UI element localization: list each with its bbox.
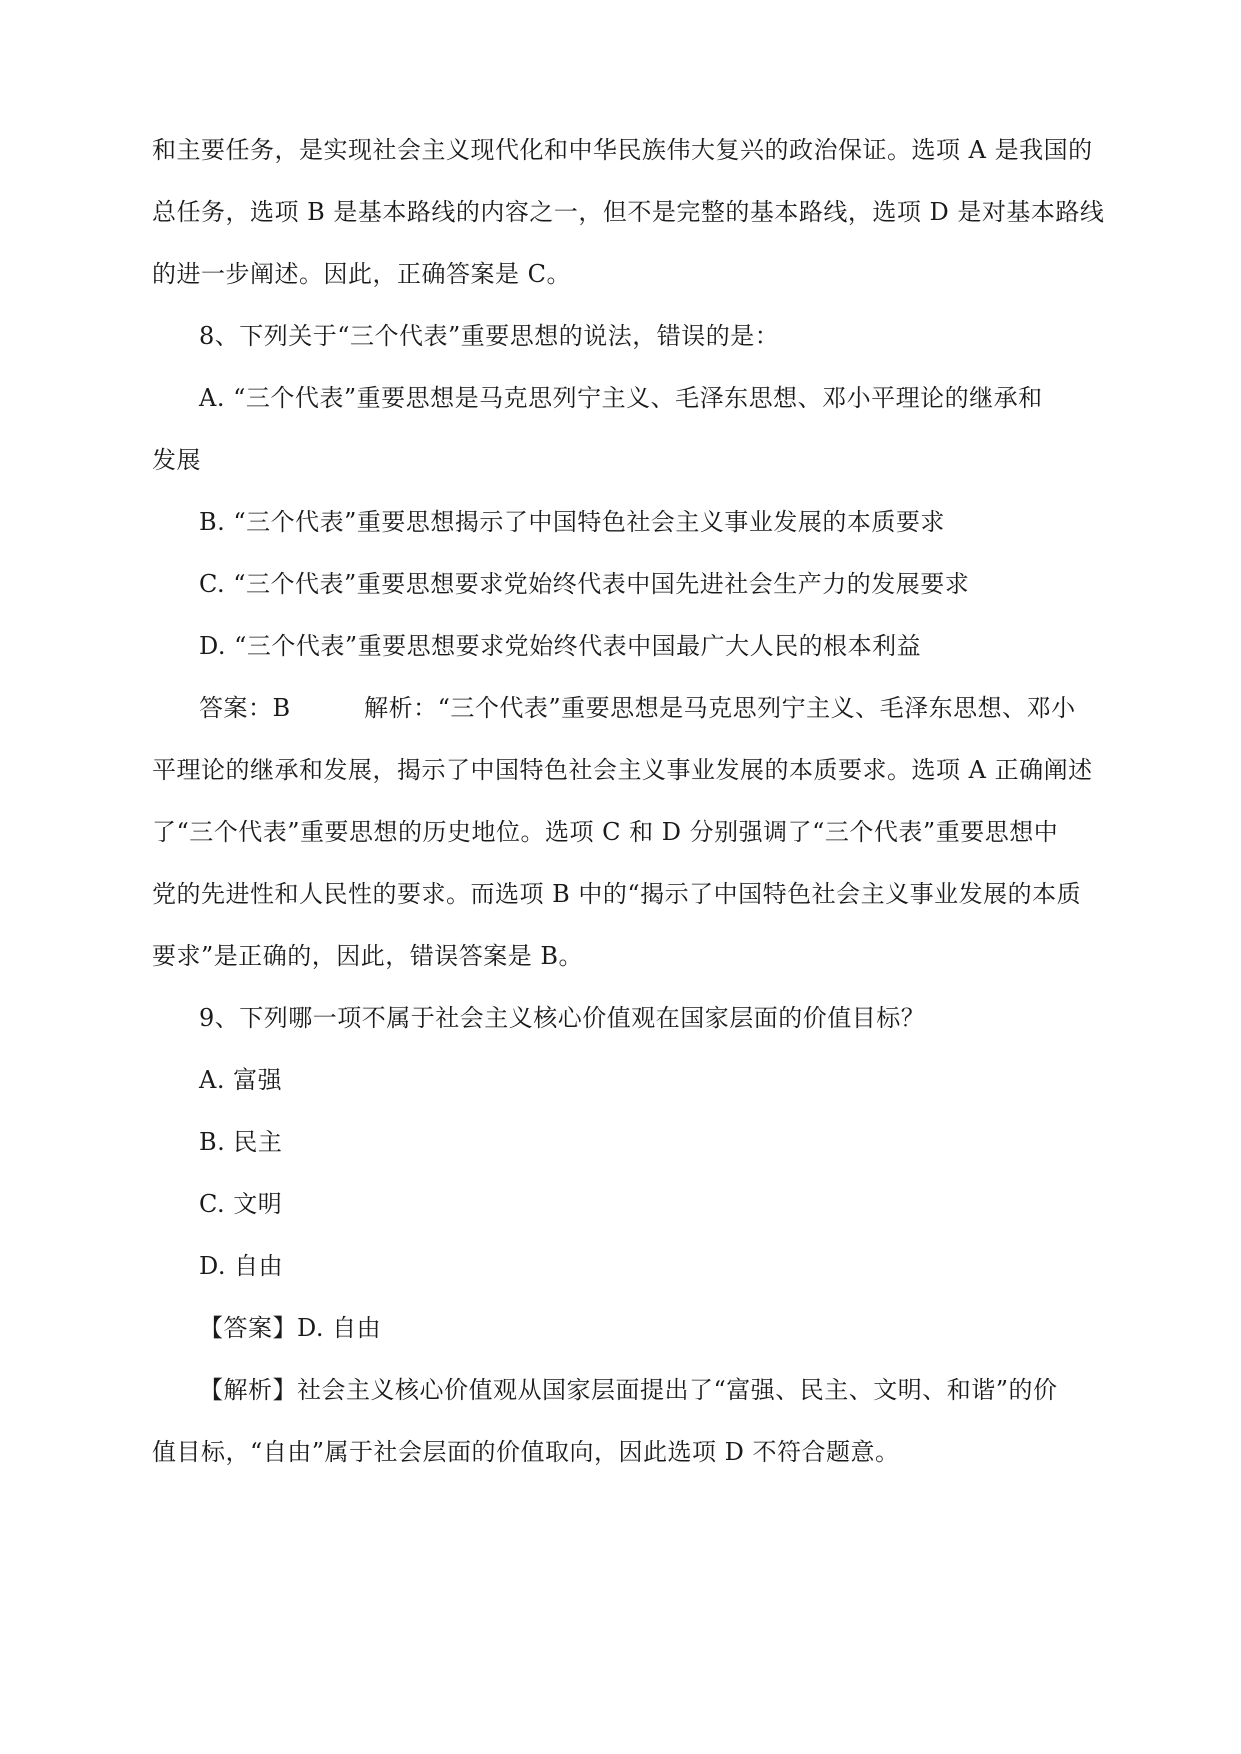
question-8-option-d: D. “三个代表”重要思想要求党始终代表中国最广大人民的根本利益: [199, 632, 922, 660]
question-8-stem: 8、下列关于“三个代表”重要思想的说法，错误的是：: [199, 322, 780, 350]
text-line: 的进一步阐述。因此，正确答案是 C。: [152, 260, 571, 288]
question-8-option-c: C. “三个代表”重要思想要求党始终代表中国先进社会生产力的发展要求: [199, 570, 970, 598]
question-9-option-a: A. 富强: [199, 1066, 283, 1094]
question-9-option-b: B. 民主: [199, 1128, 283, 1156]
question-8-explanation: 了“三个代表”重要思想的历史地位。选项 C 和 D 分别强调了“三个代表”重要思想中: [152, 818, 1059, 846]
question-8-explanation: 党的先进性和人民性的要求。而选项 B 中的“揭示了中国特色社会主义事业发展的本质: [152, 880, 1082, 908]
text-line: 总任务，选项 B 是基本路线的内容之一，但不是完整的基本路线，选项 D 是对基本路线: [152, 198, 1105, 226]
question-9-option-c: C. 文明: [199, 1190, 283, 1218]
question-8-answer: 答案：B 解析：“三个代表”重要思想是马克思列宁主义、毛泽东思想、邓小: [199, 694, 1076, 722]
question-8-option-b: B. “三个代表”重要思想揭示了中国特色社会主义事业发展的本质要求: [199, 508, 945, 536]
question-8-explanation: 要求”是正确的，因此，错误答案是 B。: [152, 942, 584, 970]
question-9-answer: 【答案】D. 自由: [199, 1314, 382, 1342]
question-8-option-a: A. “三个代表”重要思想是马克思列宁主义、毛泽东思想、邓小平理论的继承和: [199, 384, 1043, 412]
question-9-explanation: 值目标，“自由”属于社会层面的价值取向，因此选项 D 不符合题意。: [152, 1438, 900, 1466]
question-9-explanation: 【解析】社会主义核心价值观从国家层面提出了“富强、民主、文明、和谐”的价: [199, 1376, 1058, 1404]
question-8-option-a-continued: 发展: [152, 446, 201, 474]
question-9-stem: 9、下列哪一项不属于社会主义核心价值观在国家层面的价值目标？: [199, 1004, 926, 1032]
text-line: 和主要任务，是实现社会主义现代化和中华民族伟大复兴的政治保证。选项 A 是我国的: [152, 136, 1093, 164]
question-9-option-d: D. 自由: [199, 1252, 284, 1280]
question-8-explanation: 平理论的继承和发展，揭示了中国特色社会主义事业发展的本质要求。选项 A 正确阐述: [152, 756, 1093, 784]
